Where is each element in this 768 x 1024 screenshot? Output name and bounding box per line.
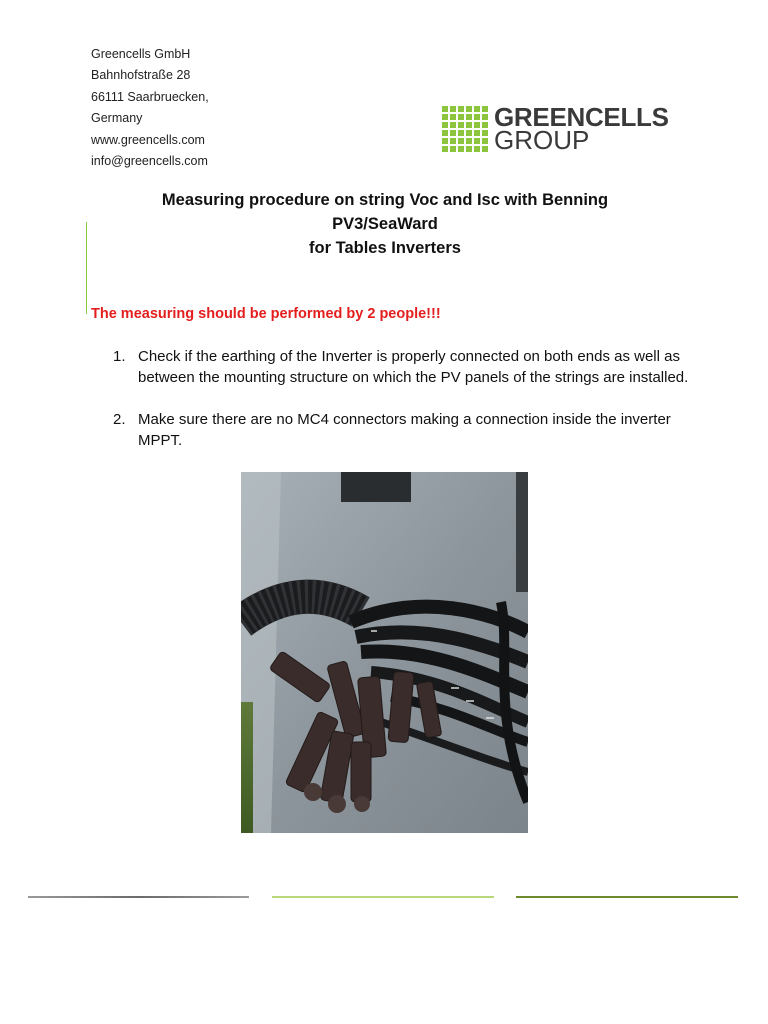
- logo-text-line2: GROUP: [494, 125, 590, 155]
- margin-rule: [86, 222, 87, 314]
- email-link[interactable]: info@greencells.com: [91, 154, 208, 169]
- footer-rule-gray: [28, 896, 249, 898]
- document-title: [100, 188, 670, 260]
- warning-note: The measuring should be performed by 2 people!!!: [91, 306, 441, 322]
- mc4-connectors-photo: [241, 472, 528, 833]
- website-link[interactable]: www.greencells.com: [91, 132, 205, 147]
- street-address: Bahnhofstraße 28: [91, 68, 191, 83]
- step-text: Check if the earthing of the Inverter is properly connected on both ends as well as between the mounting structure on which the PV panels of the strings are installed.: [138, 348, 689, 386]
- logo-grid-icon: [442, 106, 488, 152]
- company-name: Greencells GmbH: [91, 47, 191, 61]
- logo-text-line1: GREENCELLS: [494, 102, 669, 132]
- title-line-2: PV3/SeaWard: [332, 215, 438, 233]
- country: Germany: [91, 111, 143, 126]
- greencells-logo: [442, 102, 682, 156]
- list-item: [113, 346, 693, 388]
- step-number: 1.: [113, 348, 126, 365]
- footer-rule-light-green: [272, 896, 494, 898]
- step-text: Make sure there are no MC4 connectors making a connection inside the inverter MPPT.: [138, 411, 671, 449]
- footer-rule-dark-green: [516, 896, 738, 898]
- title-line-1: Measuring procedure on string Voc and Isc with Benning: [161, 191, 609, 209]
- city: 66111 Saarbruecken,: [91, 89, 209, 104]
- procedure-steps: [113, 346, 693, 451]
- title-line-3: for Tables Inverters: [309, 239, 461, 257]
- step-number: 2.: [113, 411, 126, 428]
- list-item: [113, 409, 693, 451]
- company-address: [91, 44, 209, 172]
